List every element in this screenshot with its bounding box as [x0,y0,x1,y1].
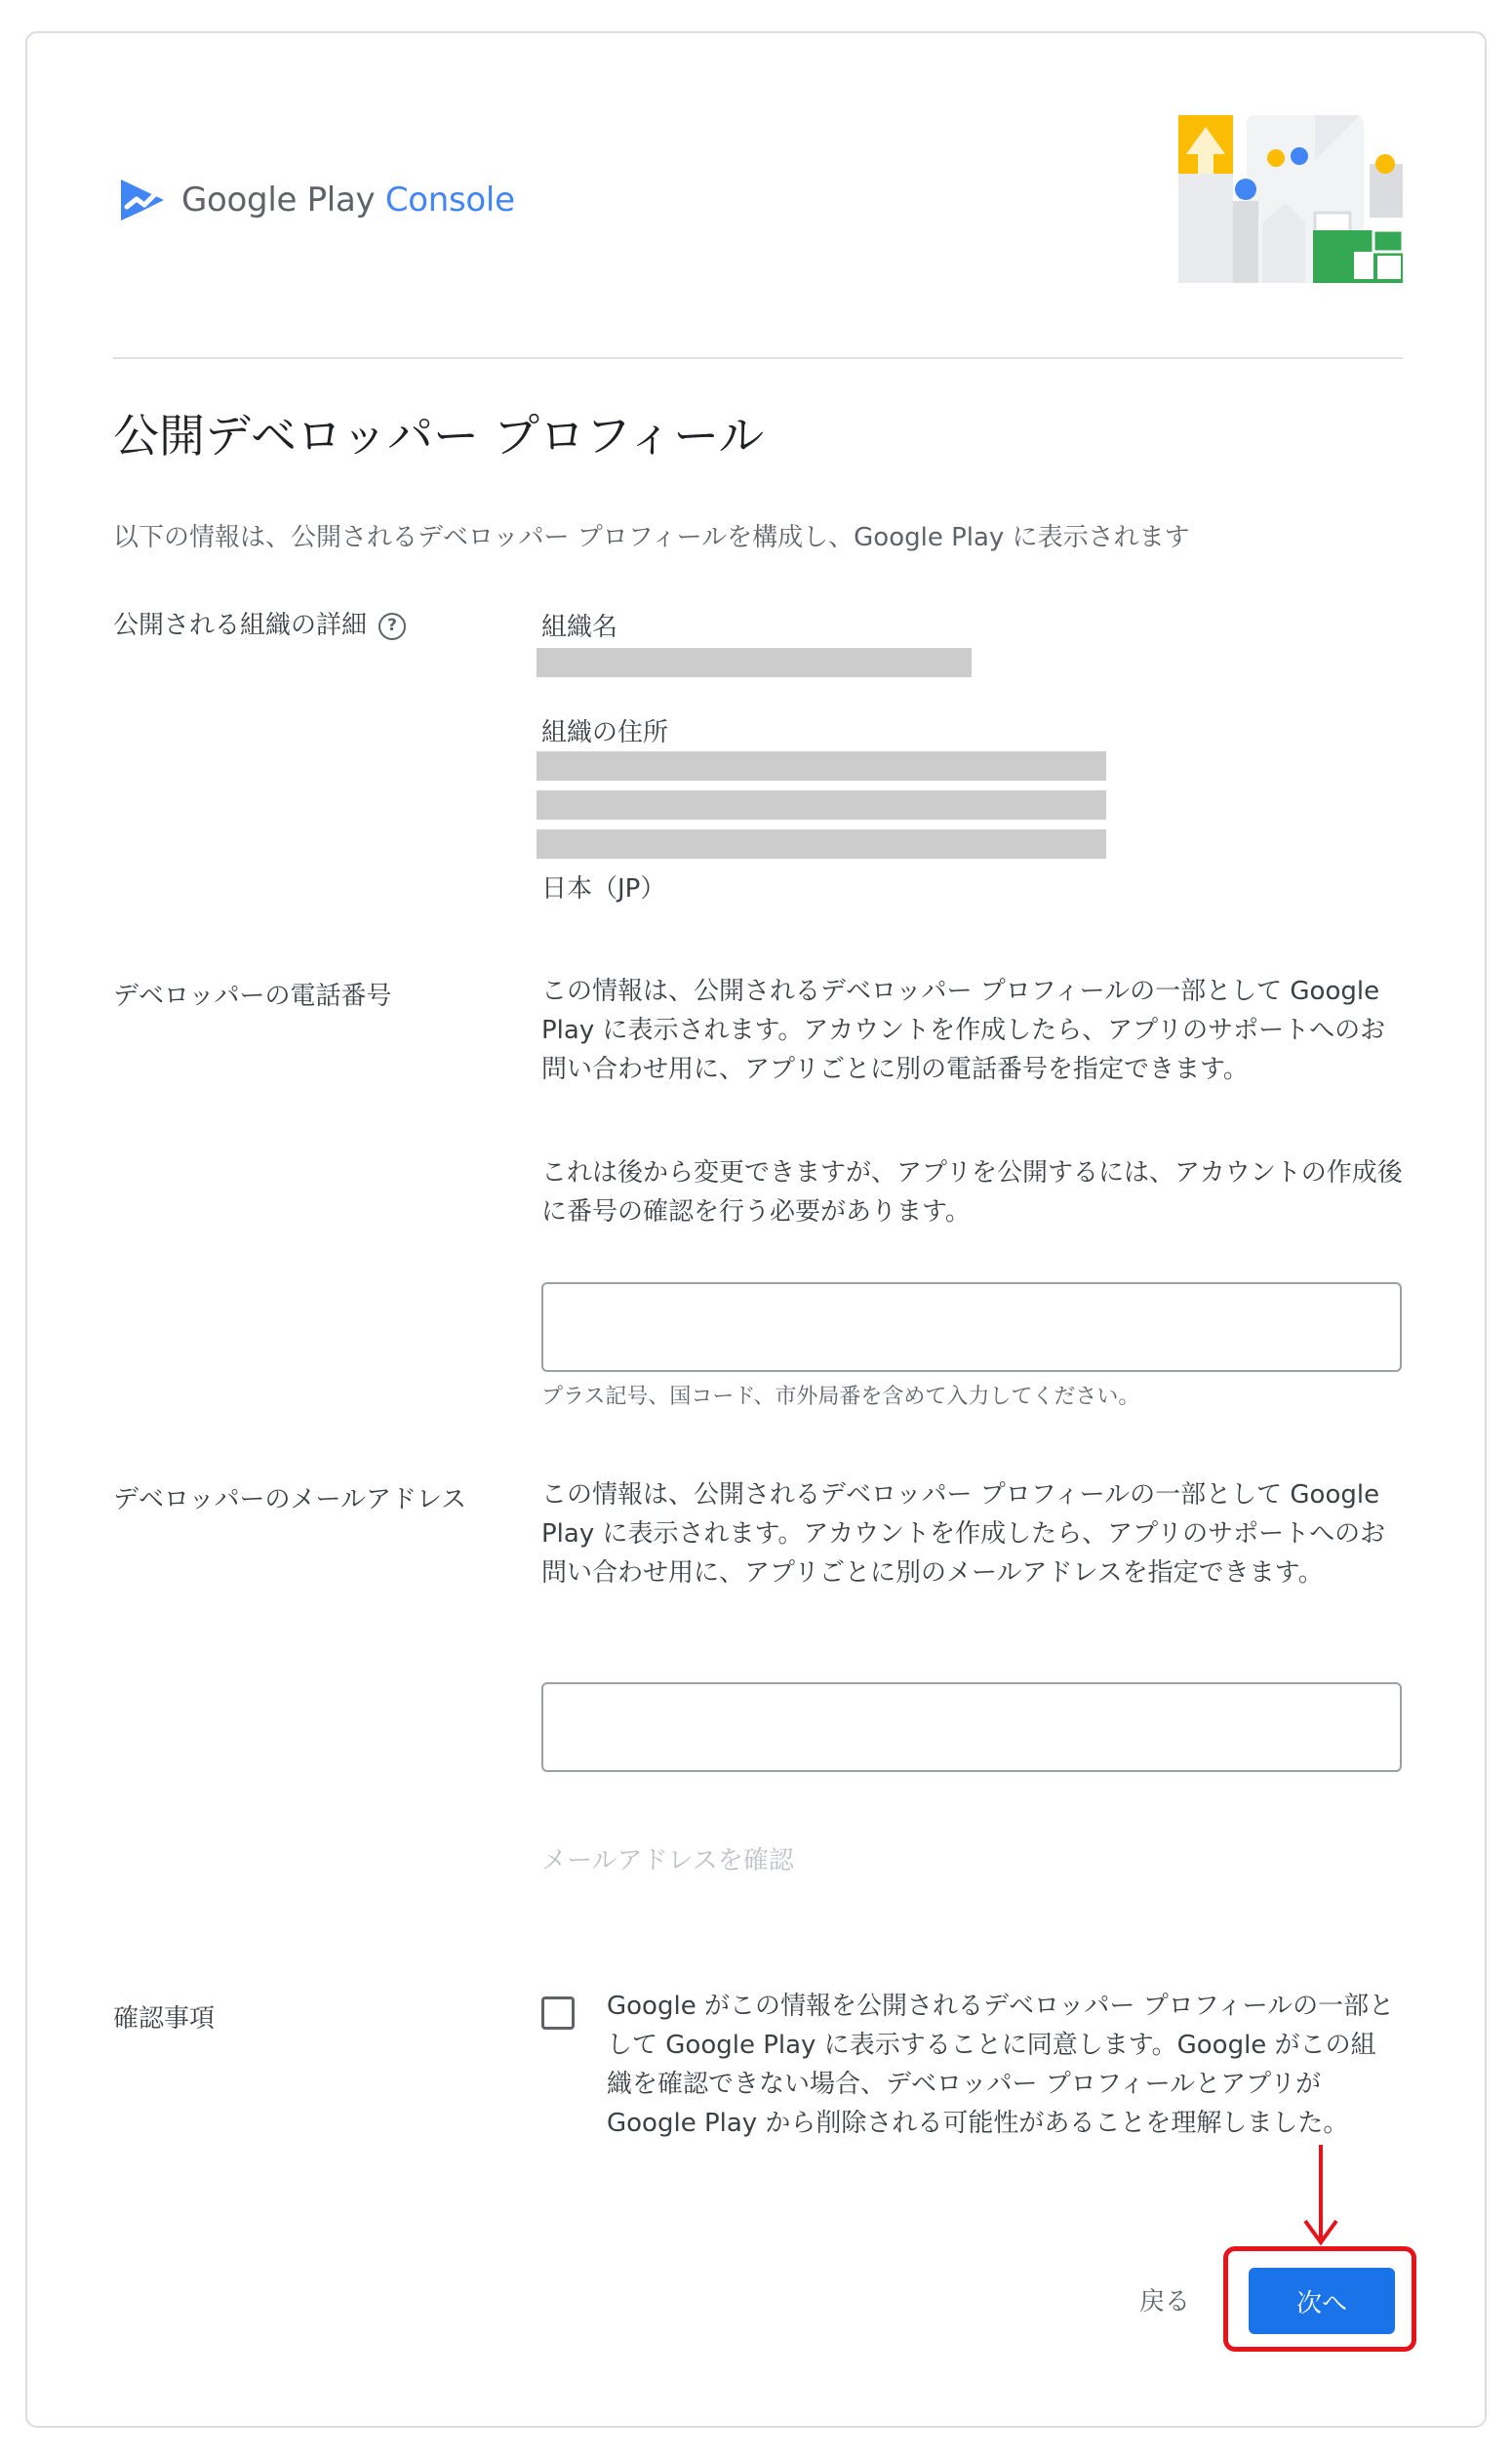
org-details-label-text: 公開される組織の詳細 [113,611,368,640]
email-description: この情報は、公開されるデベロッパー プロフィールの一部として Google Play に表示されます。アカウントを作成したら、アプリのサポートへのお問い合わせ用に、アプリごとに別のメールアドレスを指定できます。 [541,1480,1386,1588]
phone-input[interactable] [541,1282,1402,1372]
org-address-redacted-line [537,829,1106,859]
logo-google-play-text: Google Play [181,181,376,220]
org-address-label: 組織の住所 [541,718,669,747]
annotation-highlight-box [1223,2246,1416,2352]
logo-text [181,181,515,220]
org-name-redacted [537,648,972,677]
header-divider [113,357,1403,359]
back-button[interactable]: 戻る [1139,2287,1191,2317]
org-address-redacted-line [537,790,1106,820]
verify-email-link[interactable]: メールアドレスを確認 [541,1846,794,1875]
phone-description: この情報は、公開されるデベロッパー プロフィールの一部として Google Play に表示されます。アカウントを作成したら、アプリのサポートへのお問い合わせ用に、アプリごとに別の電話番号を指定できます。 [541,977,1386,1084]
consent-text: Google がこの情報を公開されるデベロッパー プロフィールの一部として Google Play に表示することに同意します。Google がこの組織を確認できない場合、デベロッパー プロフィールとアプリが Google Play から削除される可能性があることを理解しました。 [607,1992,1395,2138]
page-title: 公開デベロッパー プロフィール [113,410,765,464]
logo-console-text: Console [384,181,515,220]
org-country: 日本（JP） [541,874,666,904]
consent-checkbox[interactable] [541,1996,575,2030]
google-play-console-logo [117,176,515,224]
play-console-logo-icon [117,176,168,224]
confirmation-label: 確認事項 [113,2004,216,2034]
phone-label: デベロッパーの電話番号 [113,982,392,1011]
help-icon[interactable]: ? [378,613,406,640]
phone-note: これは後から変更できますが、アプリを公開するには、アカウントの作成後に番号の確認を行う必要があります。 [541,1158,1403,1227]
email-label: デベロッパーのメールアドレス [113,1485,467,1514]
next-button[interactable]: 次へ [1249,2268,1395,2334]
org-name-label: 組織名 [541,613,618,642]
org-details-label [113,605,406,641]
phone-hint: プラス記号、国コード、市外局番を含めて入力してください。 [541,1385,1140,1409]
email-input[interactable] [541,1682,1402,1772]
annotation-arrow-down-icon [1301,2145,1340,2248]
org-address-redacted-line [537,751,1106,781]
page-intro: 以下の情報は、公開されるデベロッパー プロフィールを構成し、Google Play に表示されます [113,523,1190,552]
header-illustration [1178,115,1403,283]
